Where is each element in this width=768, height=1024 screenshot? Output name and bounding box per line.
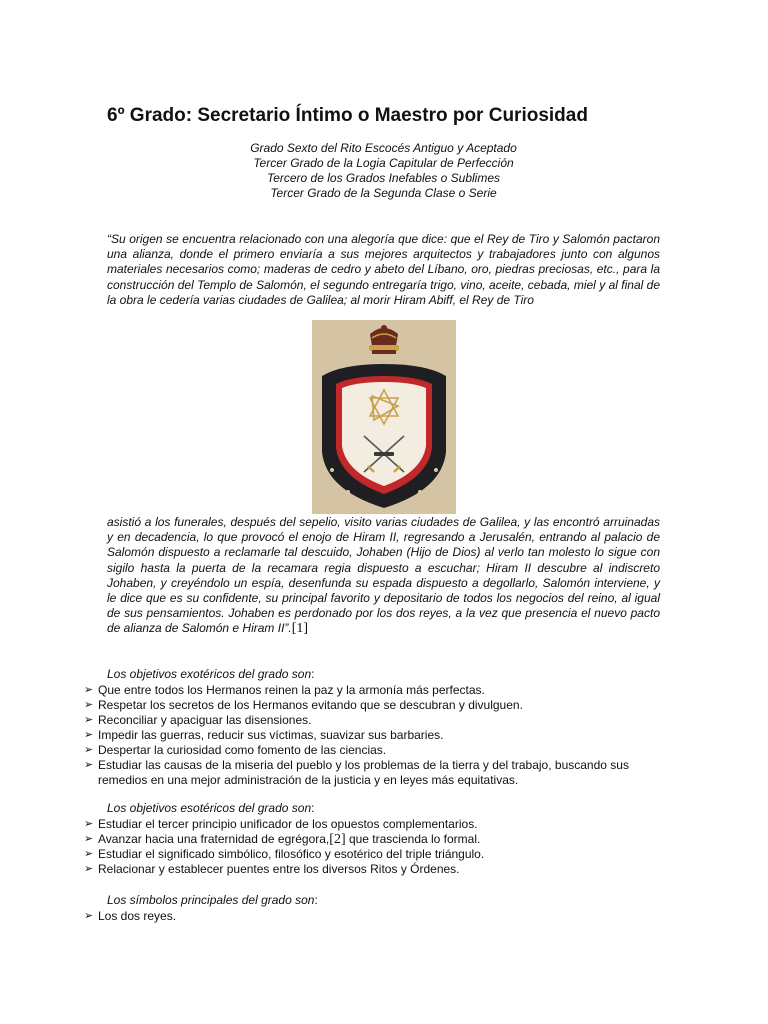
list-item-text: Relacionar y establecer puentes entre los diversos Ritos y Órdenes. xyxy=(98,862,460,876)
section-heading-text: Los objetivos esotéricos del grado son xyxy=(107,801,312,815)
list-item xyxy=(84,862,684,877)
list-item-text: Reconciliar y apaciguar las disensiones. xyxy=(98,713,312,727)
list-item xyxy=(84,847,684,862)
arrow-bullet-icon: ➢ xyxy=(84,714,94,726)
heading-colon: : xyxy=(311,667,315,681)
page-title: 6º Grado: Secretario Íntimo o Maestro por Curiosidad xyxy=(107,105,588,126)
quote-paragraph-2 xyxy=(107,515,660,637)
list-item xyxy=(84,817,684,832)
section-heading xyxy=(107,801,684,816)
esoteric-objectives-section xyxy=(84,801,684,877)
list-item xyxy=(84,832,684,847)
list-item-text: Despertar la curiosidad como fomento de las ciencias. xyxy=(98,743,387,757)
heading-colon: : xyxy=(311,801,315,815)
section-heading-text: Los símbolos principales del grado son xyxy=(107,893,315,907)
bullet-list xyxy=(84,909,684,924)
footnote-link-2[interactable]: [2] xyxy=(329,832,346,847)
emblem-image xyxy=(312,320,456,514)
arrow-bullet-icon: ➢ xyxy=(84,729,94,741)
quote-text-part2-body: asistió a los funerales, después del sepelio, visito varias ciudades de Galilea, y las encontró arruinadas y en decadencia, lo que provocó el enojo de Hiram II, regresando a Jerusalén, entrando al palacio de Salomón dispuesto a reclamarle tal descuido, Johaben (Hijo de Dios) al verlo tan molesto lo sigue con sigilo hasta la puerta de la recamara regia dispuesto a escuchar; Hiram II descubre al indiscreto Johaben, y creyéndolo un espía, desenfunda su espada dispuesto a degollarlo, Salomón interviene, y le dice que es su confidente, su principal favorito y depositario de todos los negocios del reino, al igual de sus pensamientos. Johaben es perdonado por los dos reyes, a la vez que presencia el nuevo pacto de alianza de Salomón e Hiram II”. xyxy=(107,515,660,636)
list-item-text: Avanzar hacia una fraternidad de egrégora, xyxy=(98,832,330,846)
symbols-section xyxy=(84,893,684,924)
arrow-bullet-icon: ➢ xyxy=(84,684,94,696)
subtitle-line: Tercer Grado de la Segunda Clase o Serie xyxy=(270,186,497,200)
arrow-bullet-icon: ➢ xyxy=(84,759,94,771)
section-heading xyxy=(107,893,684,908)
arrow-bullet-icon: ➢ xyxy=(84,863,94,875)
list-item-text: Estudiar el tercer principio unificador de los opuestos complementarios. xyxy=(98,817,478,831)
list-item-text: Que entre todos los Hermanos reinen la paz y la armonía más perfectas. xyxy=(98,683,485,697)
quote-text-part2 xyxy=(107,515,660,637)
bullet-list xyxy=(84,683,684,788)
subtitle-line: Tercer Grado de la Logia Capitular de Perfección xyxy=(253,156,514,170)
exoteric-objectives-section xyxy=(84,667,684,788)
heading-colon: : xyxy=(314,893,318,907)
subtitle-block xyxy=(107,141,660,201)
section-heading-text: Los objetivos exotéricos del grado son xyxy=(107,667,312,681)
list-item-text: Respetar los secretos de los Hermanos evitando que se descubran y divulguen. xyxy=(98,698,523,712)
subtitle-line: Grado Sexto del Rito Escocés Antiguo y Aceptado xyxy=(250,141,517,155)
arrow-bullet-icon: ➢ xyxy=(84,910,94,922)
list-item-text-suffix: que trascienda lo formal. xyxy=(345,832,481,846)
subtitle-line: Tercero de los Grados Inefables o Sublimes xyxy=(266,171,500,185)
list-item xyxy=(84,758,660,788)
list-item xyxy=(84,728,684,743)
list-item-text: Estudiar el significado simbólico, filosófico y esotérico del triple triángulo. xyxy=(98,847,485,861)
arrow-bullet-icon: ➢ xyxy=(84,818,94,830)
list-item xyxy=(84,683,684,698)
list-item xyxy=(84,713,684,728)
quote-text-part1: “Su origen se encuentra relacionado con una alegoría que dice: que el Rey de Tiro y Salomón pactaron una alianza, donde el primero enviaría a sus mejores arquitectos y trabajadores junto con algunos materiales necesarios como; maderas de cedro y abeto del Líbano, oro, piedras preciosas, etc., para la construcción del Templo de Salomón, el segundo entregaría trigo, vino, aceite, cebada, miel y al final de la obra le cedería varias ciudades de Galilea; al morir Hiram Abiff, el Rey de Tiro xyxy=(107,232,660,307)
arrow-bullet-icon: ➢ xyxy=(84,848,94,860)
list-item-text: Impedir las guerras, reducir sus víctimas, suavizar sus barbaries. xyxy=(98,728,444,742)
list-item-text: Los dos reyes. xyxy=(98,909,177,923)
list-item-text: Estudiar las causas de la miseria del pueblo y los problemas de la tierra y del trabajo, buscando sus remedios en una mejor administración de la justicia y en leyes más equitativas. xyxy=(98,758,629,787)
list-item xyxy=(84,909,684,924)
list-item xyxy=(84,698,684,713)
arrow-bullet-icon: ➢ xyxy=(84,833,94,845)
masonic-shield-emblem-icon xyxy=(312,320,456,514)
list-item xyxy=(84,743,684,758)
quote-paragraph-1 xyxy=(107,232,660,308)
bullet-list xyxy=(84,817,684,877)
arrow-bullet-icon: ➢ xyxy=(84,744,94,756)
footnote-link-1[interactable]: [1] xyxy=(291,621,309,637)
section-heading xyxy=(107,667,684,682)
arrow-bullet-icon: ➢ xyxy=(84,699,94,711)
